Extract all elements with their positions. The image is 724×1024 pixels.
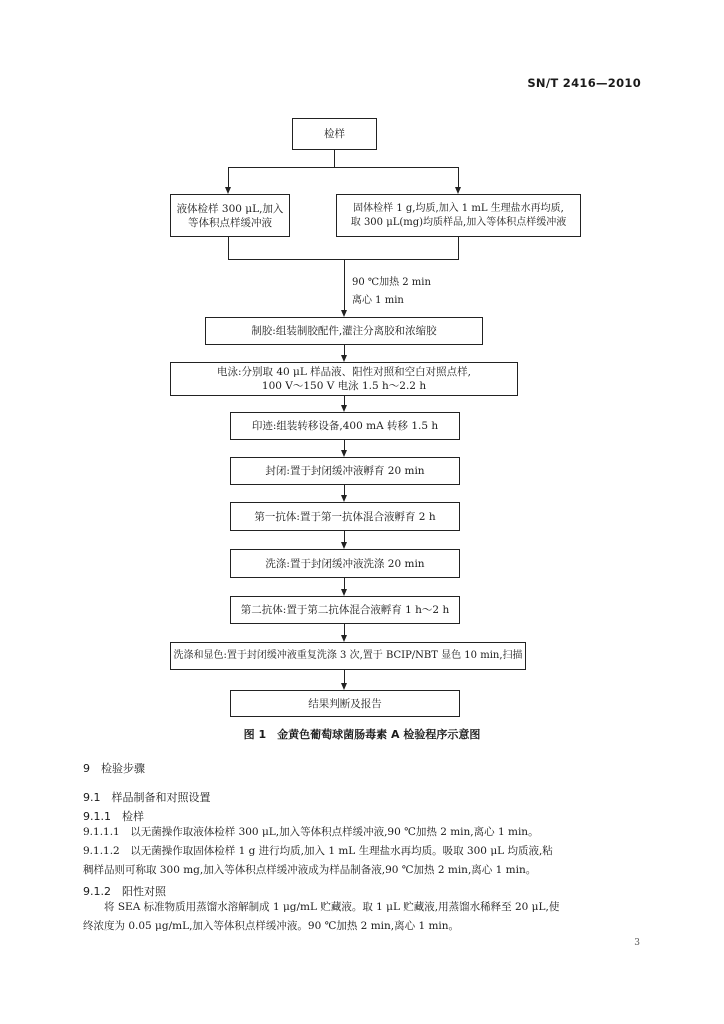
box-primary-antibody — [230, 502, 460, 531]
box-wash-develop — [170, 642, 526, 670]
page-number: 3 — [634, 938, 640, 948]
paragraph-9-1-2-line2: 终浓度为 0.05 μg/mL,加入等体积点样缓冲液。90 ℃加热 2 min,离心 1 min。 — [83, 920, 460, 932]
section-heading-9-1-2: 9.1.2 阳性对照 — [83, 885, 166, 898]
solid-sample-line1: 固体检样 1 g,均质,加入 1 mL 生理盐水再均质, — [353, 202, 564, 214]
box-sample-label: 检样 — [324, 128, 345, 140]
box-wash — [230, 549, 460, 578]
box-block-label: 封闭:置于封闭缓冲液孵育 20 min — [265, 465, 425, 477]
liquid-sample-line2: 等体积点样缓冲液 — [187, 216, 272, 229]
box-wash-label: 洗涤:置于封闭缓冲液洗涤 20 min — [265, 557, 425, 570]
box-result — [230, 690, 460, 717]
electrophoresis-line2: 100 V～150 V 电泳 1.5 h～2.2 h — [261, 380, 427, 392]
paragraph-9-1-1-2-line1: 9.1.1.2 以无菌操作取固体检样 1 g 进行均质,加入 1 mL 生理盐水再均质。吸取 300 μL 均质液,粘 — [83, 845, 553, 857]
section-heading-9-1-1: 9.1.1 检样 — [83, 810, 144, 823]
box-liquid-sample — [170, 194, 290, 237]
solid-sample-line2: 取 300 μL(mg)均质样品,加入等体积点样缓冲液 — [350, 216, 567, 228]
box-result-label: 结果判断及报告 — [308, 697, 382, 710]
box-wash-develop-label: 洗涤和显色:置于封闭缓冲液重复洗涤 3 次,置于 BCIP/NBT 显色 10 min,扫描 — [173, 650, 523, 661]
box-gel — [205, 317, 483, 345]
box-gel-label: 制胶:组装制胶配件,灌注分离胶和浓缩胶 — [251, 325, 437, 337]
section-heading-9-1: 9.1 样品制备和对照设置 — [83, 791, 211, 804]
figure-caption: 图 1 金黄色葡萄球菌肠毒素 A 检验程序示意图 — [243, 728, 481, 741]
box-secondary-antibody — [230, 596, 460, 624]
box-solid-sample — [336, 194, 581, 237]
paragraph-9-1-1-1: 9.1.1.1 以无菌操作取液体检样 300 μL,加入等体积点样缓冲液,90 ℃加热 2 min,离心 1 min。 — [83, 826, 539, 838]
heat-note-line2: 离心 1 min — [352, 295, 404, 306]
box-block — [230, 457, 460, 485]
box-blot — [230, 412, 460, 440]
paragraph-9-1-2-line1: 将 SEA 标准物质用蒸馏水溶解制成 1 μg/mL 贮藏液。取 1 μL 贮藏液,用蒸馏水稀释至 20 μL,使 — [104, 901, 560, 913]
electrophoresis-line1: 电泳:分别取 40 μL 样品液、阳性对照和空白对照点样, — [216, 366, 472, 378]
paragraph-9-1-1-2-line2: 稠样品则可称取 300 mg,加入等体积点样缓冲液成为样品制备液,90 ℃加热 2 min,离心 1 min。 — [83, 864, 537, 876]
section-heading-9: 9 检验步骤 — [83, 762, 145, 775]
box-electrophoresis — [170, 362, 518, 396]
standard-code: SN/T 2416—2010 — [527, 76, 641, 90]
heat-note-line1: 90 ℃加热 2 min — [352, 277, 431, 288]
box-sample — [292, 118, 377, 150]
box-blot-label: 印迹:组装转移设备,400 mA 转移 1.5 h — [251, 420, 439, 432]
box-primary-label: 第一抗体:置于第一抗体混合液孵育 2 h — [254, 510, 436, 523]
box-secondary-label: 第二抗体:置于第二抗体混合液孵育 1 h～2 h — [240, 604, 450, 616]
liquid-sample-line1: 液体检样 300 μL,加入 — [176, 202, 284, 215]
